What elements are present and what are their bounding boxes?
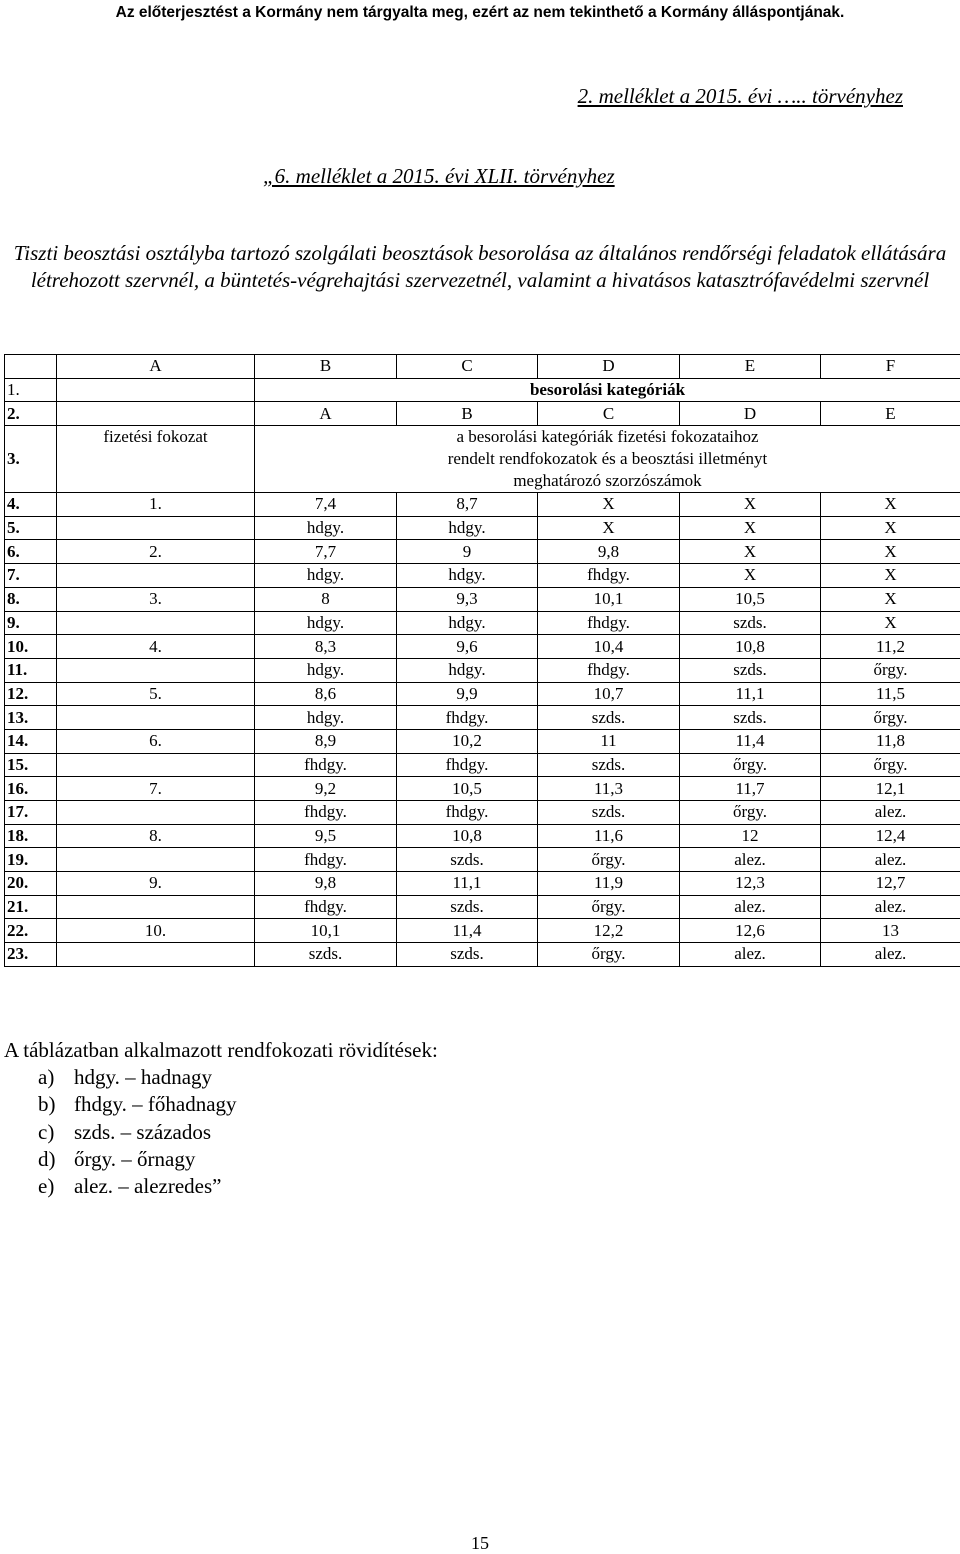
table-cell: 11,9 xyxy=(538,872,680,896)
table-row xyxy=(5,540,960,564)
table-cell: 11,1 xyxy=(680,682,821,706)
table-cell: őrgy. xyxy=(538,895,680,919)
table-row xyxy=(5,378,960,402)
row-number: 19. xyxy=(5,848,57,872)
row-number: 11. xyxy=(5,658,57,682)
table-cell: 9,8 xyxy=(538,540,680,564)
legend-marker: c) xyxy=(38,1119,55,1144)
table-row xyxy=(5,777,960,801)
table-cell: alez. xyxy=(680,943,821,967)
pay-grade-cell xyxy=(57,706,255,730)
row-number: 15. xyxy=(5,753,57,777)
table-row xyxy=(5,801,960,825)
table-cell: alez. xyxy=(821,801,960,825)
table-cell: fhdgy. xyxy=(255,848,397,872)
table-cell: 12,6 xyxy=(680,919,821,943)
table-cell: 10,2 xyxy=(397,729,538,753)
category-cell: E xyxy=(821,402,960,426)
table-cell: hdgy. xyxy=(397,658,538,682)
categories-heading: besorolási kategóriák xyxy=(255,378,960,402)
table-cell: X xyxy=(821,493,960,517)
legend-marker: a) xyxy=(38,1065,55,1090)
legend-marker: d) xyxy=(38,1146,56,1171)
table-cell: szds. xyxy=(538,753,680,777)
table-cell: alez. xyxy=(821,943,960,967)
annex-reference-new: 2. melléklet a 2015. évi ….. törvényhez xyxy=(577,84,903,108)
row-number: 14. xyxy=(5,729,57,753)
table-cell: 10,5 xyxy=(680,587,821,611)
table-cell: fhdgy. xyxy=(538,564,680,588)
column-letter: A xyxy=(57,355,255,379)
table-row xyxy=(5,635,960,659)
table-cell: őrgy. xyxy=(821,706,960,730)
table-cell: szds. xyxy=(397,848,538,872)
table-cell: fhdgy. xyxy=(397,801,538,825)
table-cell: hdgy. xyxy=(255,564,397,588)
table-cell: hdgy. xyxy=(255,611,397,635)
table-row xyxy=(5,402,960,426)
pay-grade-cell xyxy=(57,848,255,872)
header-notice: Az előterjesztést a Kormány nem tárgyalta meg, ezért az nem tekinthető a Kormány álláspontjának. xyxy=(115,4,845,21)
row-number: 4. xyxy=(5,493,57,517)
table-cell: 11,6 xyxy=(538,824,680,848)
legend-heading: A táblázatban alkalmazott rendfokozati rövidítések: xyxy=(4,1038,438,1062)
legend-text: szds. – százados xyxy=(74,1119,212,1144)
table-cell: 12,3 xyxy=(680,872,821,896)
column-letter: E xyxy=(680,355,821,379)
table-cell: X xyxy=(680,564,821,588)
pay-grade-cell xyxy=(57,564,255,588)
pay-grade-cell xyxy=(57,516,255,540)
pay-grade-cell: 5. xyxy=(57,682,255,706)
table-cell: fhdgy. xyxy=(538,611,680,635)
row-number: 1. xyxy=(5,378,57,402)
table-cell: őrgy. xyxy=(680,753,821,777)
table-cell: fhdgy. xyxy=(255,753,397,777)
table-cell: szds. xyxy=(397,895,538,919)
legend-item xyxy=(38,1146,438,1173)
table-cell: X xyxy=(680,493,821,517)
table-cell: X xyxy=(538,516,680,540)
category-cell: D xyxy=(680,402,821,426)
table-cell: szds. xyxy=(538,801,680,825)
table-cell: 11,4 xyxy=(680,729,821,753)
table-cell: 10,5 xyxy=(397,777,538,801)
pay-grade-cell xyxy=(57,801,255,825)
table-cell: szds. xyxy=(680,611,821,635)
table-cell: szds. xyxy=(680,706,821,730)
pay-grade-cell: 6. xyxy=(57,729,255,753)
row-number: 7. xyxy=(5,564,57,588)
row-number: 20. xyxy=(5,872,57,896)
row-number: 8. xyxy=(5,587,57,611)
table-cell: 11,4 xyxy=(397,919,538,943)
table-cell: X xyxy=(821,611,960,635)
table-row xyxy=(5,493,960,517)
pay-grade-cell xyxy=(57,753,255,777)
legend-text: fhdgy. – főhadnagy xyxy=(74,1092,237,1117)
table-cell: 10,4 xyxy=(538,635,680,659)
table-cell: fhdgy. xyxy=(255,801,397,825)
table-cell: 12,7 xyxy=(821,872,960,896)
column-letter: B xyxy=(255,355,397,379)
column-letter: C xyxy=(397,355,538,379)
table-row xyxy=(5,753,960,777)
table-cell: 9,8 xyxy=(255,872,397,896)
table-cell: 9,3 xyxy=(397,587,538,611)
table-cell: 11,8 xyxy=(821,729,960,753)
multiplier-description xyxy=(255,426,960,493)
classification-table xyxy=(4,354,960,967)
table-row xyxy=(5,611,960,635)
table-cell: hdgy. xyxy=(255,706,397,730)
table-row xyxy=(5,516,960,540)
pay-grade-cell: 3. xyxy=(57,587,255,611)
document-title: Tiszti beosztási osztályba tartozó szolgálati beosztások besorolása az általános rendőrségi feladatok ellátására létrehozott szervnél, a büntetés-végrehajtási szervezetnél, valamint a hivatásos katasztrófavédelmi szervnél xyxy=(13,241,947,292)
table-cell: hdgy. xyxy=(397,516,538,540)
table-cell: X xyxy=(680,516,821,540)
table-cell: hdgy. xyxy=(397,564,538,588)
pay-grade-cell xyxy=(57,895,255,919)
table-cell: hdgy. xyxy=(255,658,397,682)
abbreviation-legend xyxy=(4,1037,438,1200)
description-line: meghatározó szorzószámok xyxy=(513,471,702,491)
row-number: 22. xyxy=(5,919,57,943)
table-cell: 12,4 xyxy=(821,824,960,848)
table-cell: 13 xyxy=(821,919,960,943)
row-number: 13. xyxy=(5,706,57,730)
table-cell: hdgy. xyxy=(397,611,538,635)
table-cell: 8 xyxy=(255,587,397,611)
legend-item xyxy=(38,1091,438,1118)
table-cell: X xyxy=(680,540,821,564)
legend-list xyxy=(4,1064,438,1200)
table-cell: X xyxy=(821,587,960,611)
legend-item xyxy=(38,1064,438,1091)
pay-grade-cell xyxy=(57,658,255,682)
row-number: 18. xyxy=(5,824,57,848)
table-cell: 7,7 xyxy=(255,540,397,564)
table-cell: 10,8 xyxy=(397,824,538,848)
category-cell: C xyxy=(538,402,680,426)
table-cell: őrgy. xyxy=(680,801,821,825)
row-number: 3. xyxy=(5,426,57,493)
table-cell: 8,6 xyxy=(255,682,397,706)
table-row xyxy=(5,564,960,588)
table-cell: alez. xyxy=(680,895,821,919)
table-cell: 12,1 xyxy=(821,777,960,801)
table-cell: 10,1 xyxy=(255,919,397,943)
row-number: 5. xyxy=(5,516,57,540)
table-row xyxy=(5,895,960,919)
table-cell: 11,5 xyxy=(821,682,960,706)
column-letter-row xyxy=(5,355,960,379)
category-cell: B xyxy=(397,402,538,426)
blank-cell xyxy=(57,378,255,402)
table-cell: fhdgy. xyxy=(397,753,538,777)
table-cell: 7,4 xyxy=(255,493,397,517)
table-cell: 9,2 xyxy=(255,777,397,801)
row-number: 9. xyxy=(5,611,57,635)
table-cell: fhdgy. xyxy=(538,658,680,682)
table-row xyxy=(5,919,960,943)
table-cell: 10,1 xyxy=(538,587,680,611)
legend-marker: e) xyxy=(38,1174,55,1199)
table-row xyxy=(5,943,960,967)
column-letter: F xyxy=(821,355,960,379)
table-cell: 11,3 xyxy=(538,777,680,801)
table-row xyxy=(5,706,960,730)
table-cell: szds. xyxy=(538,706,680,730)
row-number: 12. xyxy=(5,682,57,706)
table-cell: 11,2 xyxy=(821,635,960,659)
row-number: 6. xyxy=(5,540,57,564)
row-number: 17. xyxy=(5,801,57,825)
row-number: 21. xyxy=(5,895,57,919)
table-cell: 10,7 xyxy=(538,682,680,706)
table-cell: X xyxy=(821,540,960,564)
pay-grade-cell: 9. xyxy=(57,872,255,896)
pay-grade-cell: 4. xyxy=(57,635,255,659)
table-cell: 12,2 xyxy=(538,919,680,943)
table-row xyxy=(5,729,960,753)
legend-marker: b) xyxy=(38,1092,56,1117)
table-cell: fhdgy. xyxy=(397,706,538,730)
table-row xyxy=(5,658,960,682)
column-letter: D xyxy=(538,355,680,379)
table-cell: szds. xyxy=(397,943,538,967)
table-cell: 11,7 xyxy=(680,777,821,801)
table-row xyxy=(5,848,960,872)
pay-grade-cell: 7. xyxy=(57,777,255,801)
row-number: 10. xyxy=(5,635,57,659)
description-line: rendelt rendfokozatok és a beosztási illetményt xyxy=(447,449,768,469)
table-cell: 9,6 xyxy=(397,635,538,659)
legend-text: hdgy. – hadnagy xyxy=(74,1065,213,1090)
table-cell: őrgy. xyxy=(538,848,680,872)
category-cell: A xyxy=(255,402,397,426)
table-cell: 11 xyxy=(538,729,680,753)
table-cell: 9,9 xyxy=(397,682,538,706)
legend-text: alez. – alezredes” xyxy=(74,1174,222,1199)
pay-grade-cell xyxy=(57,943,255,967)
table-cell: X xyxy=(821,564,960,588)
legend-text: őrgy. – őrnagy xyxy=(74,1146,196,1171)
table-cell: 8,9 xyxy=(255,729,397,753)
row-number: 23. xyxy=(5,943,57,967)
table-cell: 11,1 xyxy=(397,872,538,896)
table-cell: fhdgy. xyxy=(255,895,397,919)
table-cell: 9 xyxy=(397,540,538,564)
table-cell: 8,3 xyxy=(255,635,397,659)
pay-grade-cell: 8. xyxy=(57,824,255,848)
row-number: 2. xyxy=(5,402,57,426)
page-number: 15 xyxy=(471,1533,489,1553)
table-cell: 9,5 xyxy=(255,824,397,848)
table-cell: 12 xyxy=(680,824,821,848)
pay-grade-cell xyxy=(57,611,255,635)
table-cell: őrgy. xyxy=(821,658,960,682)
table-row xyxy=(5,824,960,848)
corner-cell xyxy=(5,355,57,379)
table-row xyxy=(5,872,960,896)
table-row xyxy=(5,587,960,611)
pay-grade-cell: 2. xyxy=(57,540,255,564)
table-cell: alez. xyxy=(821,895,960,919)
table-cell: szds. xyxy=(680,658,821,682)
row-number: 16. xyxy=(5,777,57,801)
table-cell: őrgy. xyxy=(538,943,680,967)
table-cell: őrgy. xyxy=(821,753,960,777)
pay-grade-header: fizetési fokozat xyxy=(57,426,255,493)
table-cell: X xyxy=(538,493,680,517)
pay-grade-cell: 1. xyxy=(57,493,255,517)
table-cell: 10,8 xyxy=(680,635,821,659)
table-cell: szds. xyxy=(255,943,397,967)
table-row xyxy=(5,426,960,493)
table-cell: X xyxy=(821,516,960,540)
blank-cell xyxy=(57,402,255,426)
legend-item xyxy=(38,1173,438,1200)
pay-grade-cell: 10. xyxy=(57,919,255,943)
description-line: a besorolási kategóriák fizetési fokozataihoz xyxy=(456,427,759,447)
table-cell: hdgy. xyxy=(255,516,397,540)
annex-reference-amended: „6. melléklet a 2015. évi XLII. törvényhez xyxy=(263,164,615,188)
table-row xyxy=(5,682,960,706)
table-cell: alez. xyxy=(821,848,960,872)
table-cell: 8,7 xyxy=(397,493,538,517)
legend-item xyxy=(38,1119,438,1146)
table-cell: alez. xyxy=(680,848,821,872)
